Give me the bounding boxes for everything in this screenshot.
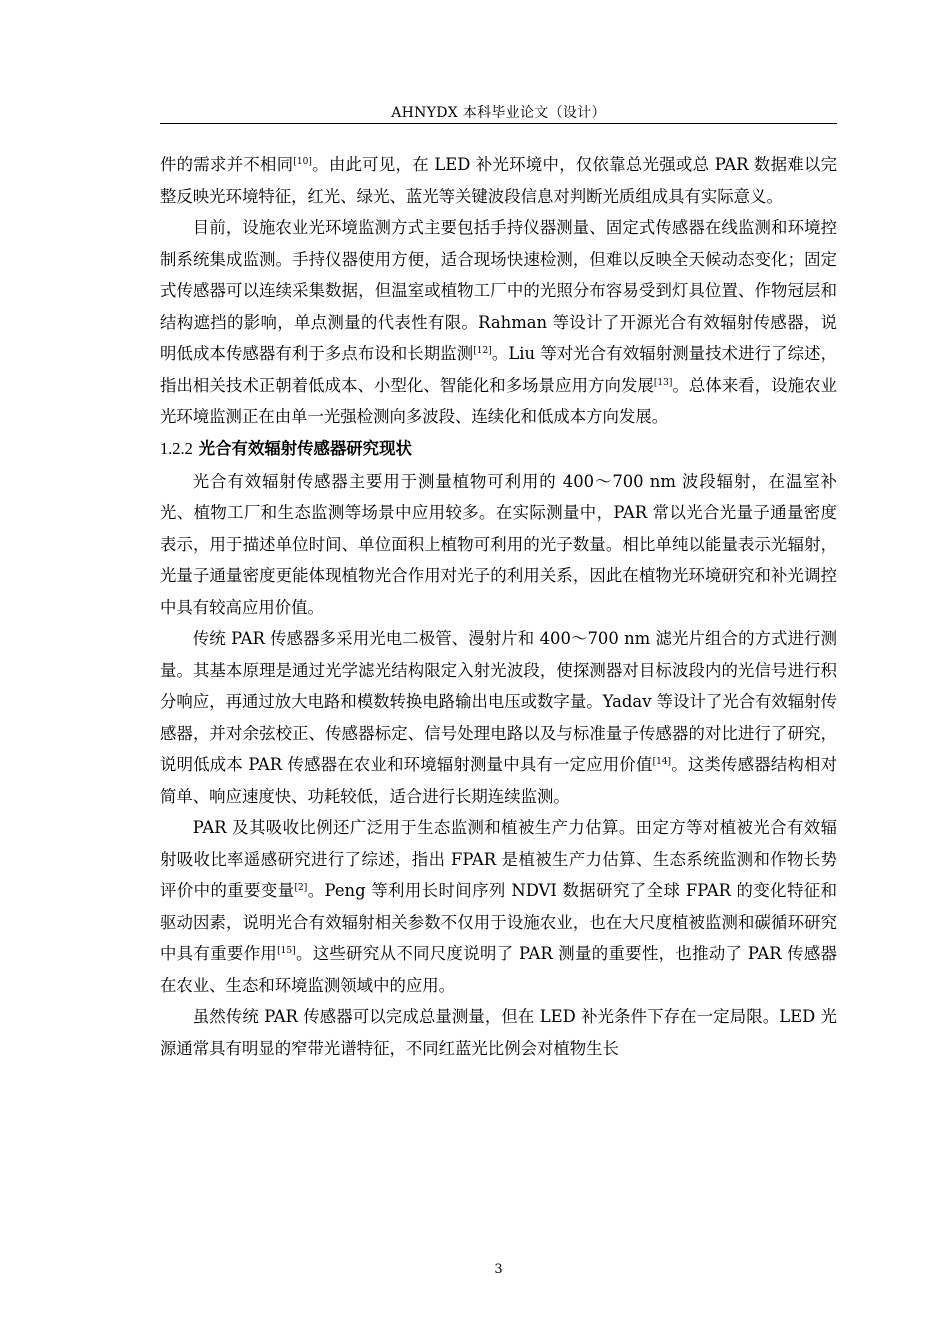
citation: [12] bbox=[473, 346, 492, 356]
section-title: 光合有效辐射传感器研究现状 bbox=[198, 438, 412, 458]
paragraph: 虽然传统 PAR 传感器可以完成总量测量，但在 LED 补光条件下存在一定局限。LED 光源通常具有明显的窄带光谱特征，不同红蓝光比例会对植物生长 bbox=[160, 1007, 837, 1058]
paragraph: 件的需求并不相同[10]。由此可见，在 LED 补光环境中，仅依靠总光强或总 PAR 数据难以完整反映光环境特征，红光、绿光、蓝光等关键波段信息对判断光质组成具有实际意义。 bbox=[160, 155, 838, 206]
paragraph: 传统 PAR 传感器多采用光电二极管、漫射片和 400～700 nm 滤光片组合的方式进行测量。其基本原理是通过光学滤光结构限定入射光波段，使探测器对目标波段内的光信号进行积分响应，再通过放大电路和模数转换电路输出电压或数字量。Yadav 等设计了光合有效辐射传感器，并对余弦校正、传感器标定、信号处理电路以及与标准量子传感器的对比进行了研究，说明低成本 PAR 传感器在农业和环境辐射测量中具有一定应用价值[14]。这类传感器结构相对简单、响应速度快、功耗较低，适合进行长期连续监测。 bbox=[160, 629, 838, 806]
citation: [10] bbox=[293, 157, 312, 167]
paragraph: PAR 及其吸收比例还广泛用于生态监测和植被生产力估算。田定方等对植被光合有效辐射吸收比率遥感研究进行了综述，指出 FPAR 是植被生产力估算、生态系统监测和作物长势评价中的重要变量[2]。Peng 等利用长时间序列 NDVI 数据研究了全球 FPAR 的变化特征和驱动因素，说明光合有效辐射相关参数不仅用于设施农业，也在大尺度植被监测和碳循环研究中具有重要作用[15]。这些研究从不同尺度说明了 PAR 测量的重要性，也推动了 PAR 传感器在农业、生态和环境监测领域中的应用。 bbox=[160, 818, 838, 995]
page-number: 3 bbox=[494, 1262, 503, 1277]
citation: [14] bbox=[652, 757, 672, 767]
document-body bbox=[160, 149, 837, 1064]
citation: [15] bbox=[277, 946, 296, 956]
section-number: 1.2.2 bbox=[160, 438, 193, 458]
citation: [13] bbox=[653, 377, 673, 388]
page-header: AHNYDX 本科毕业论文（设计） bbox=[391, 105, 606, 121]
header-rule bbox=[160, 123, 837, 124]
paragraph: 光合有效辐射传感器主要用于测量植物可利用的 400～700 nm 波段辐射，在温室补光、植物工厂和生态监测等场景中应用较多。在实际测量中，PAR 常以光合光量子通量密度表示，用于描述单位时间、单位面积上植物可利用的光子数量。相比单纯以能量表示光辐射，光量子通量密度更能体现植物光合作用对光子的利用关系，因此在植物光环境研究和补光调控中具有较高应用价值。 bbox=[160, 471, 837, 617]
section-heading bbox=[160, 434, 837, 463]
paragraph: 目前，设施农业光环境监测方式主要包括手持仪器测量、固定式传感器在线监测和环境控制系统集成监测。手持仪器使用方便，适合现场快速检测，但难以反映全天候动态变化；固定式传感器可以连续采集数据，但温室或植物工厂中的光照分布容易受到灯具位置、作物冠层和结构遮挡的影响，单点测量的代表性有限。Rahman 等设计了开源光合有效辐射传感器，说明低成本传感器有利于多点布设和长期监测[12]。Liu 等对光合有效辐射测量技术进行了综述，指出相关技术正朝着低成本、小型化、智能化和多场景应用方向发展[13]。总体来看，设施农业光环境监测正在由单一光强检测向多波段、连续化和低成本方向发展。 bbox=[160, 218, 838, 426]
citation: [2] bbox=[294, 883, 308, 893]
